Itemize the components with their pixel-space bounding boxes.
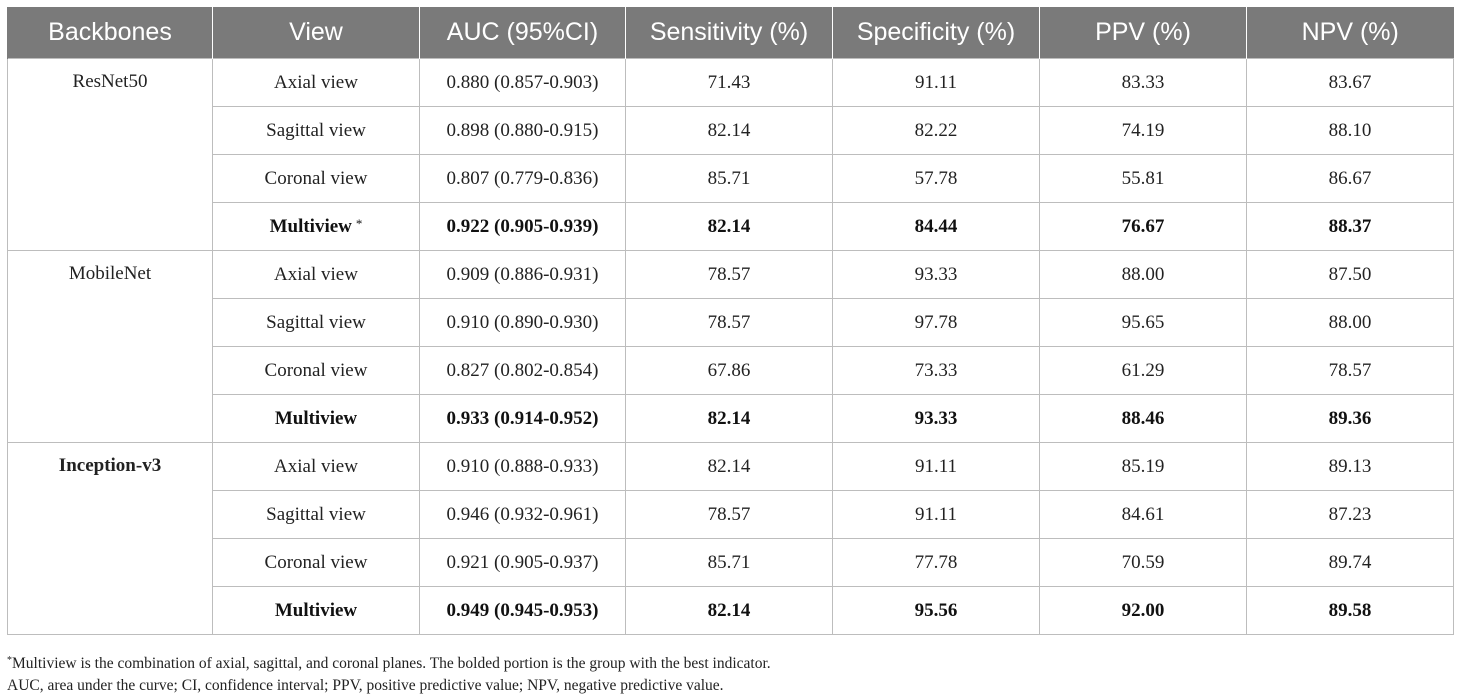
npv-cell: 88.37 (1247, 203, 1454, 251)
auc-cell: 0.880 (0.857-0.903) (420, 59, 626, 107)
view-cell: Sagittal view (213, 107, 420, 155)
view-cell: Coronal view (213, 539, 420, 587)
specificity-cell: 73.33 (833, 347, 1040, 395)
table-row-best (8, 587, 1454, 635)
table-row (8, 59, 1454, 107)
view-cell-multiview (213, 203, 420, 251)
header-view: View (213, 7, 420, 59)
specificity-cell: 97.78 (833, 299, 1040, 347)
sensitivity-cell: 82.14 (626, 443, 833, 491)
header-npv: NPV (%) (1247, 7, 1454, 59)
sensitivity-cell: 71.43 (626, 59, 833, 107)
npv-cell: 87.50 (1247, 251, 1454, 299)
footnote-text: Multiview is the combination of axial, sagittal, and coronal planes. The bolded portion is the group with the best indicator. (12, 655, 771, 672)
sensitivity-cell: 85.71 (626, 539, 833, 587)
specificity-cell: 91.11 (833, 59, 1040, 107)
backbone-inception-v3: Inception-v3 (8, 443, 213, 635)
footnote-multiview (7, 650, 1453, 675)
footnote-marker: * (355, 215, 363, 231)
view-cell: Sagittal view (213, 491, 420, 539)
ppv-cell: 61.29 (1040, 347, 1247, 395)
view-cell-multiview: Multiview (213, 587, 420, 635)
table-row (8, 107, 1454, 155)
header-row (8, 7, 1454, 59)
auc-cell: 0.949 (0.945-0.953) (420, 587, 626, 635)
table-row (8, 443, 1454, 491)
sensitivity-cell: 82.14 (626, 395, 833, 443)
ppv-cell: 84.61 (1040, 491, 1247, 539)
ppv-cell: 95.65 (1040, 299, 1247, 347)
npv-cell: 88.00 (1247, 299, 1454, 347)
table-row (8, 155, 1454, 203)
backbone-mobilenet: MobileNet (8, 251, 213, 443)
header-auc: AUC (95%CI) (420, 7, 626, 59)
view-cell: Sagittal view (213, 299, 420, 347)
npv-cell: 86.67 (1247, 155, 1454, 203)
ppv-cell: 55.81 (1040, 155, 1247, 203)
sensitivity-cell: 67.86 (626, 347, 833, 395)
table-row (8, 299, 1454, 347)
specificity-cell: 57.78 (833, 155, 1040, 203)
footnote-abbreviations: AUC, area under the curve; CI, confidence interval; PPV, positive predictive value; NPV, negative predictive value. (7, 677, 724, 694)
specificity-cell: 82.22 (833, 107, 1040, 155)
view-label: Multiview (269, 215, 352, 237)
ppv-cell: 83.33 (1040, 59, 1247, 107)
auc-cell: 0.933 (0.914-0.952) (420, 395, 626, 443)
table-row (8, 491, 1454, 539)
auc-cell: 0.946 (0.932-0.961) (420, 491, 626, 539)
specificity-cell: 84.44 (833, 203, 1040, 251)
header-ppv: PPV (%) (1040, 7, 1247, 59)
ppv-cell: 88.46 (1040, 395, 1247, 443)
auc-cell: 0.898 (0.880-0.915) (420, 107, 626, 155)
specificity-cell: 93.33 (833, 251, 1040, 299)
npv-cell: 78.57 (1247, 347, 1454, 395)
view-cell-multiview: Multiview (213, 395, 420, 443)
auc-cell: 0.807 (0.779-0.836) (420, 155, 626, 203)
npv-cell: 88.10 (1247, 107, 1454, 155)
table-row (8, 539, 1454, 587)
npv-cell: 83.67 (1247, 59, 1454, 107)
specificity-cell: 95.56 (833, 587, 1040, 635)
footnote-marker: * (7, 655, 12, 666)
npv-cell: 89.74 (1247, 539, 1454, 587)
auc-cell: 0.827 (0.802-0.854) (420, 347, 626, 395)
auc-cell: 0.910 (0.888-0.933) (420, 443, 626, 491)
sensitivity-cell: 82.14 (626, 587, 833, 635)
header-sensitivity: Sensitivity (%) (626, 7, 833, 59)
auc-cell: 0.921 (0.905-0.937) (420, 539, 626, 587)
view-cell: Coronal view (213, 155, 420, 203)
specificity-cell: 91.11 (833, 491, 1040, 539)
view-cell: Axial view (213, 443, 420, 491)
sensitivity-cell: 78.57 (626, 491, 833, 539)
sensitivity-cell: 78.57 (626, 299, 833, 347)
npv-cell: 89.58 (1247, 587, 1454, 635)
table-row (8, 251, 1454, 299)
header-backbones: Backbones (8, 7, 213, 59)
sensitivity-cell: 85.71 (626, 155, 833, 203)
ppv-cell: 70.59 (1040, 539, 1247, 587)
auc-cell: 0.922 (0.905-0.939) (420, 203, 626, 251)
auc-cell: 0.910 (0.890-0.930) (420, 299, 626, 347)
view-cell: Axial view (213, 251, 420, 299)
table-footnotes (7, 650, 1453, 697)
ppv-cell: 74.19 (1040, 107, 1247, 155)
table-row-best (8, 203, 1454, 251)
sensitivity-cell: 82.14 (626, 107, 833, 155)
table-row (8, 347, 1454, 395)
specificity-cell: 91.11 (833, 443, 1040, 491)
sensitivity-cell: 82.14 (626, 203, 833, 251)
ppv-cell: 92.00 (1040, 587, 1247, 635)
view-cell: Axial view (213, 59, 420, 107)
ppv-cell: 88.00 (1040, 251, 1247, 299)
npv-cell: 87.23 (1247, 491, 1454, 539)
npv-cell: 89.36 (1247, 395, 1454, 443)
sensitivity-cell: 78.57 (626, 251, 833, 299)
auc-cell: 0.909 (0.886-0.931) (420, 251, 626, 299)
npv-cell: 89.13 (1247, 443, 1454, 491)
ppv-cell: 76.67 (1040, 203, 1247, 251)
results-table (7, 7, 1454, 635)
specificity-cell: 93.33 (833, 395, 1040, 443)
view-cell: Coronal view (213, 347, 420, 395)
specificity-cell: 77.78 (833, 539, 1040, 587)
table-row-best (8, 395, 1454, 443)
header-specificity: Specificity (%) (833, 7, 1040, 59)
backbone-resnet50: ResNet50 (8, 59, 213, 251)
ppv-cell: 85.19 (1040, 443, 1247, 491)
